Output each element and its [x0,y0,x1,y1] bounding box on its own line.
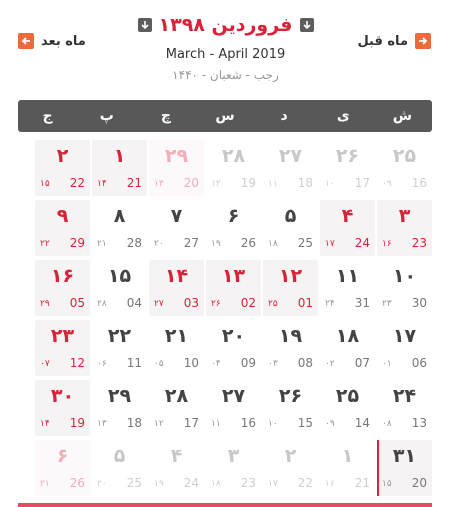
gregorian-day: 09 [240,356,256,370]
calendar-week-row [18,440,432,500]
month-title: فروردین ۱۳۹۸ [158,14,293,36]
day-cell[interactable] [206,440,261,496]
weekday-label: ی [336,108,350,124]
calendar-week-row [18,140,432,200]
hijri-day: ۰۸ [382,419,392,429]
day-cell[interactable] [35,200,90,256]
calendar-week-row [18,320,432,380]
calendar-grid [18,140,432,500]
day-cell[interactable] [263,380,318,436]
down-arrow-icon[interactable] [300,18,314,32]
gregorian-day: 01 [297,296,313,310]
day-cell[interactable] [35,440,90,496]
gregorian-day: 04 [126,296,142,310]
hijri-day: ۲۵ [268,299,278,309]
day-cell[interactable] [263,200,318,256]
gregorian-day: 18 [126,416,142,430]
day-cell[interactable] [320,260,375,316]
hijri-day: ۲۱ [40,479,50,489]
day-cell[interactable] [206,200,261,256]
gregorian-day: 25 [126,476,142,490]
day-cell[interactable] [377,320,432,376]
gregorian-day: 24 [354,236,370,250]
persian-day: ۱۶ [50,265,75,287]
persian-day: ۲۶ [335,145,360,167]
hijri-day: ۰۹ [325,419,335,429]
gregorian-day: 16 [240,416,256,430]
day-cell[interactable] [35,320,90,376]
gregorian-day: 13 [411,416,427,430]
hijri-day: ۲۲ [40,239,50,249]
persian-day: ۸ [113,205,126,227]
gregorian-day: 05 [69,296,85,310]
persian-day: ۲ [284,445,297,467]
hijri-day: ۱۵ [382,479,392,489]
gregorian-day: 26 [240,236,256,250]
hijri-day: ۰۷ [40,359,50,369]
persian-day: ۲۰ [221,325,246,347]
gregorian-day: 03 [183,296,199,310]
persian-day: ۱۳ [221,265,246,287]
persian-day: ۱ [341,445,354,467]
persian-day: ۳ [398,205,411,227]
gregorian-months: March - April 2019 [165,47,286,62]
gregorian-day: 19 [240,176,256,190]
persian-day: ۲۷ [221,385,246,407]
persian-day: ۳۱ [392,445,417,467]
hijri-day: ۱۷ [268,479,278,489]
hijri-day: ۱۸ [211,479,221,489]
day-cell[interactable] [377,380,432,436]
persian-day: ۲۴ [392,385,417,407]
day-cell[interactable] [149,260,204,316]
persian-day: ۱۴ [164,265,189,287]
hijri-months: رجب - شعبان - ۱۴۴۰ [172,68,279,82]
persian-day: ۹ [56,205,69,227]
weekday-label: س [215,108,235,124]
gregorian-day: 23 [411,236,427,250]
day-cell[interactable] [206,320,261,376]
gregorian-day: 21 [354,476,370,490]
day-cell[interactable] [149,440,204,496]
day-cell[interactable] [92,260,147,316]
gregorian-day: 19 [69,416,85,430]
persian-day: ۷ [170,205,183,227]
calendar-week-row [18,260,432,320]
day-cell[interactable] [35,140,90,196]
hijri-day: ۱۲ [154,419,164,429]
persian-day: ۱۹ [278,325,303,347]
hijri-day: ۱۰ [268,419,278,429]
gregorian-day: 17 [183,416,199,430]
hijri-day: ۲۹ [40,299,50,309]
hijri-day: ۱۰ [325,179,335,189]
hijri-day: ۲۶ [211,299,221,309]
hijri-day: ۱۸ [268,239,278,249]
day-cell[interactable] [149,200,204,256]
hijri-day: ۰۳ [268,359,278,369]
calendar-week-row [18,380,432,440]
gregorian-day: 16 [411,176,427,190]
day-cell[interactable] [206,140,261,196]
gregorian-day: 23 [240,476,256,490]
gregorian-day: 25 [297,236,313,250]
hijri-day: ۱۲ [211,179,221,189]
gregorian-day: 22 [297,476,313,490]
day-cell[interactable] [149,140,204,196]
weekday-label: چ [160,108,171,124]
calendar-header [0,0,451,100]
hijri-day: ۱۶ [382,239,392,249]
persian-day: ۱۸ [335,325,360,347]
persian-day: ۲۳ [50,325,75,347]
next-month-label: ماه بعد [41,33,86,49]
day-cell[interactable] [35,260,90,316]
persian-day: ۲۲ [107,325,132,347]
persian-day: ۲۹ [164,145,189,167]
gregorian-day: 26 [69,476,85,490]
day-cell[interactable] [377,140,432,196]
gregorian-day: 11 [126,356,142,370]
persian-day: ۵ [113,445,126,467]
hijri-day: ۱۱ [211,419,221,429]
gregorian-day: 20 [411,476,427,490]
bottom-accent-line [18,503,432,507]
day-cell[interactable] [320,440,375,496]
prev-month-label: ماه قبل [357,33,408,49]
hijri-day: ۲۴ [325,299,335,309]
day-cell[interactable] [149,380,204,436]
persian-day: ۱۵ [107,265,132,287]
gregorian-day: 20 [183,176,199,190]
gregorian-day: 14 [354,416,370,430]
hijri-day: ۰۴ [211,359,221,369]
day-cell[interactable] [377,200,432,256]
persian-day: ۱۷ [392,325,417,347]
day-cell[interactable] [92,320,147,376]
persian-day: ۱۱ [335,265,360,287]
gregorian-day: 24 [183,476,199,490]
gregorian-day: 02 [240,296,256,310]
persian-day: ۶ [56,445,69,467]
day-cell[interactable] [263,320,318,376]
gregorian-day: 07 [354,356,370,370]
gregorian-day: 21 [126,176,142,190]
gregorian-day: 27 [183,236,199,250]
persian-day: ۵ [284,205,297,227]
gregorian-day: 15 [297,416,313,430]
persian-day: ۲ [56,145,69,167]
hijri-day: ۲۷ [154,299,164,309]
day-cell[interactable] [320,320,375,376]
day-cell[interactable] [206,380,261,436]
calendar-week-row [18,200,432,260]
day-cell[interactable] [320,140,375,196]
hijri-day: ۰۹ [382,179,392,189]
persian-day: ۲۱ [164,325,189,347]
persian-day: ۲۵ [392,145,417,167]
hijri-day: ۱۳ [97,419,107,429]
gregorian-day: 17 [354,176,370,190]
gregorian-day: 28 [126,236,142,250]
day-cell[interactable] [206,260,261,316]
hijri-day: ۱۵ [40,179,50,189]
hijri-day: ۲۰ [154,239,164,249]
hijri-day: ۱۷ [325,239,335,249]
hijri-day: ۰۲ [325,359,335,369]
hijri-day: ۰۱ [382,359,392,369]
day-cell[interactable] [263,140,318,196]
persian-day: ۲۸ [221,145,246,167]
persian-day: ۲۶ [278,385,303,407]
day-cell[interactable] [92,140,147,196]
persian-day: ۶ [227,205,240,227]
day-cell[interactable] [320,200,375,256]
day-cell[interactable] [92,200,147,256]
down-arrow-icon[interactable] [138,18,152,32]
hijri-day: ۰۶ [97,359,107,369]
persian-day: ۴ [170,445,183,467]
day-cell[interactable] [92,440,147,496]
persian-day: ۳۰ [50,385,75,407]
day-cell[interactable] [92,380,147,436]
day-cell[interactable] [149,320,204,376]
persian-day: ۱۲ [278,265,303,287]
gregorian-day: 10 [183,356,199,370]
hijri-day: ۲۰ [97,479,107,489]
day-cell[interactable] [263,440,318,496]
gregorian-day: 18 [297,176,313,190]
persian-day: ۳ [227,445,240,467]
persian-day: ۱۰ [392,265,417,287]
hijri-day: ۱۳ [154,179,164,189]
hijri-day: ۲۱ [97,239,107,249]
persian-day: ۲۹ [107,385,132,407]
hijri-day: ۱۱ [268,179,278,189]
weekday-label: پ [99,108,114,124]
weekday-label: ج [42,108,53,124]
persian-day: ۱ [113,145,126,167]
hijri-day: ۱۶ [325,479,335,489]
day-cell[interactable] [35,380,90,436]
gregorian-day: 29 [69,236,85,250]
hijri-day: ۱۹ [154,479,164,489]
gregorian-day: 30 [411,296,427,310]
gregorian-day: 12 [69,356,85,370]
hijri-day: ۱۴ [97,179,107,189]
day-cell[interactable] [263,260,318,316]
persian-day: ۲۵ [335,385,360,407]
persian-day: ۲۸ [164,385,189,407]
weekday-label: ش [392,108,413,124]
day-cell[interactable] [320,380,375,436]
gregorian-day: 31 [354,296,370,310]
weekday-header [18,100,432,132]
gregorian-day: 22 [69,176,85,190]
day-cell[interactable] [377,260,432,316]
hijri-day: ۱۹ [211,239,221,249]
gregorian-day: 06 [411,356,427,370]
hijri-day: ۰۵ [154,359,164,369]
gregorian-day: 08 [297,356,313,370]
weekday-label: د [280,108,288,124]
hijri-day: ۱۴ [40,419,50,429]
persian-day: ۲۷ [278,145,303,167]
hijri-day: ۲۸ [97,299,107,309]
persian-day: ۴ [341,205,354,227]
hijri-day: ۲۳ [382,299,392,309]
day-cell[interactable] [377,440,432,496]
